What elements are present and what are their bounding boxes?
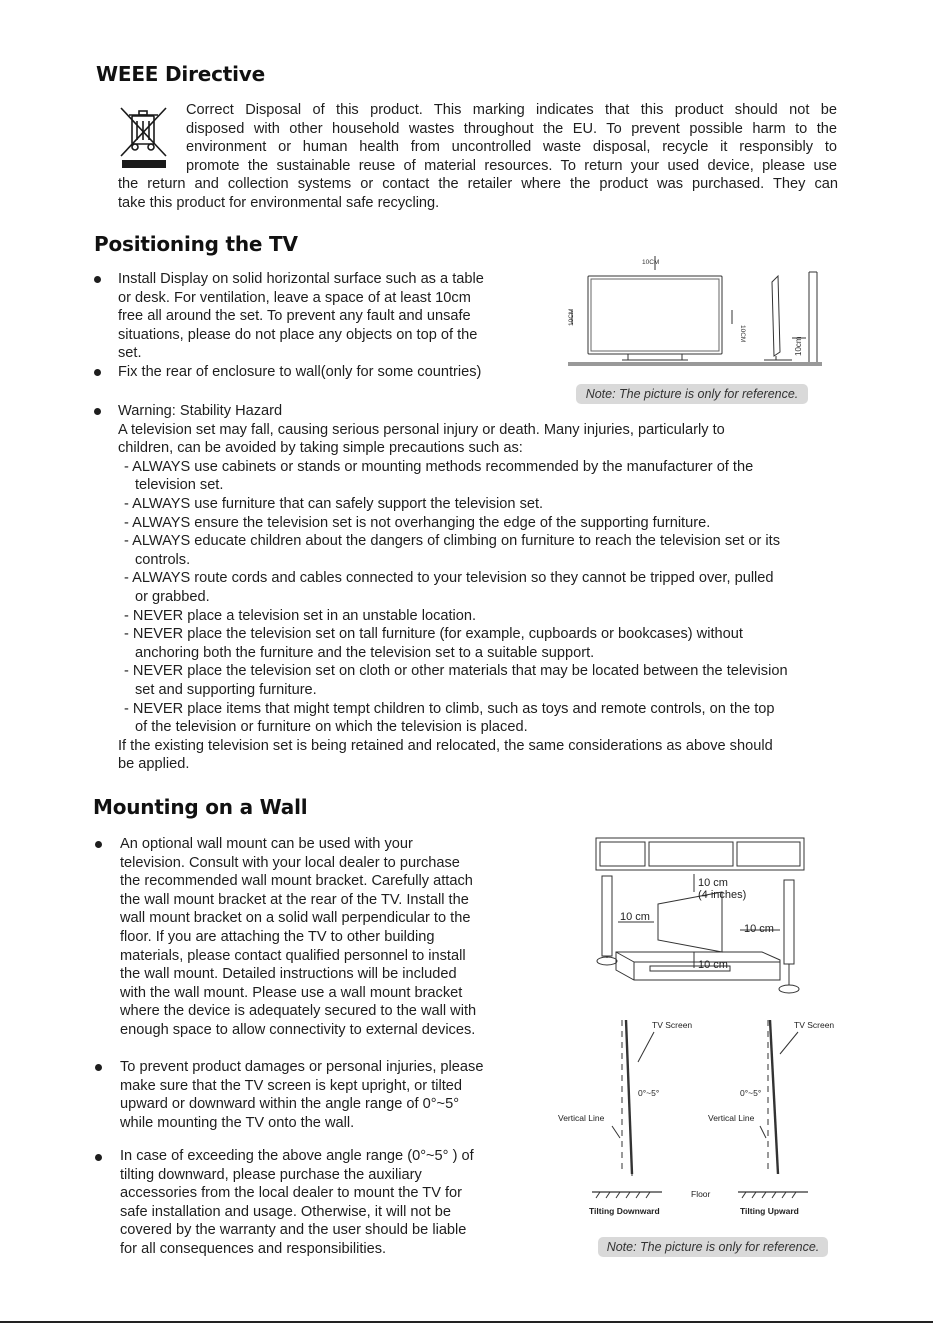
wall-mount-diagram [590, 834, 816, 998]
mounting-heading: Mounting on a Wall [93, 795, 308, 819]
weee-bin-icon [118, 104, 170, 170]
weee-paragraph-tail: the return and collection systems or contact the retailer where the product was purchased. They can take this product for environmental safe recycling. [118, 176, 838, 211]
wall-bottom-label: 10 cm [698, 959, 728, 971]
wall-top-label-a: 10 cm [698, 877, 728, 889]
mounting-note: Note: The picture is only for reference. [598, 1237, 828, 1257]
warning-title: Warning: Stability Hazard [118, 403, 283, 419]
tilt-down-vertical-label: Vertical Line [558, 1113, 605, 1123]
bullet-dot [94, 369, 101, 376]
tilt-up-caption: Tilting Upward [740, 1206, 799, 1216]
diagram-left-label: 10CM [568, 308, 575, 326]
tilt-angle-diagram [556, 1014, 844, 1222]
page-bottom-rule [0, 1321, 933, 1323]
bullet-dot [95, 1154, 102, 1161]
wall-right-label: 10 cm [744, 923, 774, 935]
positioning-note: Note: The picture is only for reference. [576, 384, 808, 404]
tilt-down-angle-label: 0°~5° [638, 1088, 660, 1098]
bullet-dot [95, 1064, 102, 1071]
positioning-heading: Positioning the TV [94, 232, 298, 256]
tilt-up-tv-screen-label: TV Screen [794, 1020, 835, 1030]
positioning-bullet-1: Install Display on solid horizontal surface such as a table or desk. For ventilation, leave a space of at least 10cm free all around the set. To prevent any fault and unsafe situations, please do not place any objects on top of the set. [118, 271, 484, 362]
warning-block: Warning: Stability Hazard A television set may fall, causing serious personal injury or death. Many injuries, particularly to children, can be avoided by taking simple precautions such as: [118, 402, 858, 458]
bullet-dot [94, 408, 101, 415]
weee-paragraph: Correct Disposal of this product. This marking indicates that this product should not be disposed with other household wastes throughout the EU. To prevent possible harm to the environment or human health from uncontrolled waste disposal, recycle it responsibly to promote the sustainable reuse of material resources. To return your used device, please use [186, 102, 837, 174]
tilt-up-vertical-label: Vertical Line [708, 1113, 755, 1123]
tilt-down-tv-screen-label: TV Screen [652, 1020, 693, 1030]
tilt-down-caption: Tilting Downward [589, 1206, 660, 1216]
weee-heading: WEEE Directive [96, 62, 265, 86]
positioning-bullet-2: Fix the rear of enclosure to wall(only for some countries) [118, 364, 482, 380]
mounting-bullet-3: In case of exceeding the above angle range (0°~5° ) of tilting downward, please purchase the auxiliary accessories from the local dealer to mount the TV for safe installation and usage. Otherwise, it will not be covered by the warranty and the user should be liable for all consequences and responsibilities. [120, 1148, 474, 1257]
tv-clearance-diagram [560, 252, 830, 376]
wall-top-label-b: (4 inches) [698, 889, 747, 901]
bullet-dot [95, 841, 102, 848]
tilt-up-angle-label: 0°~5° [740, 1088, 762, 1098]
floor-label: Floor [691, 1189, 711, 1199]
diagram-side-label: 10cm [794, 336, 803, 356]
diagram-right-label: 10CM [739, 325, 746, 343]
warning-outro: If the existing television set is being retained and relocated, the same considerations as above should be applied. [118, 737, 773, 773]
diagram-top-label: 10CM [642, 259, 660, 266]
mounting-bullet-2: To prevent product damages or personal injuries, please make sure that the TV screen is kept upright, or tilted upward or downward within the angle range of 0°~5° while mounting the TV onto the wall. [120, 1059, 484, 1131]
warning-items: - ALWAYS use cabinets or stands or mounting methods recommended by the manufacturer of the television set. - ALWAYS use furniture that can safely support the television set. - ALWAYS ensure the television set is not overhanging the edge of the supporting furniture. - ALWAYS educate children about the dangers of climbing on furniture to reach the television set or its controls. - ALWAYS route cords and cables connected to your television so they cannot be tripped over, pulled or grabbed. - NEVER place a television set in an unstable location. - NEVER place the television set on tall furniture (for example, cupboards or bookcases) without anchoring both the furniture and the television set to a suitable support. - NEVER place the television set on cloth or other materials that may be located between the television set and supporting furniture. - NEVER place items that might tempt children to climb, such as toys and remote controls, on the top of the television or furniture on which the television is placed. [124, 458, 788, 736]
mounting-bullet-1: An optional wall mount can be used with your television. Consult with your local dealer to purchase the recommended wall mount bracket. Carefully attach the wall mount bracket at the rear of the TV. Install the wall mount bracket on a solid wall perpendicular to the floor. If you are attaching the TV to other building materials, please contact qualified personnel to install the wall mount. Detailed instructions will be included with the wall mount. Please use a wall mount bracket where the device is adequately secured to the wall with enough space to allow connectivity to external devices. [120, 836, 477, 1038]
wall-left-label: 10 cm [620, 911, 650, 923]
bullet-dot [94, 276, 101, 283]
